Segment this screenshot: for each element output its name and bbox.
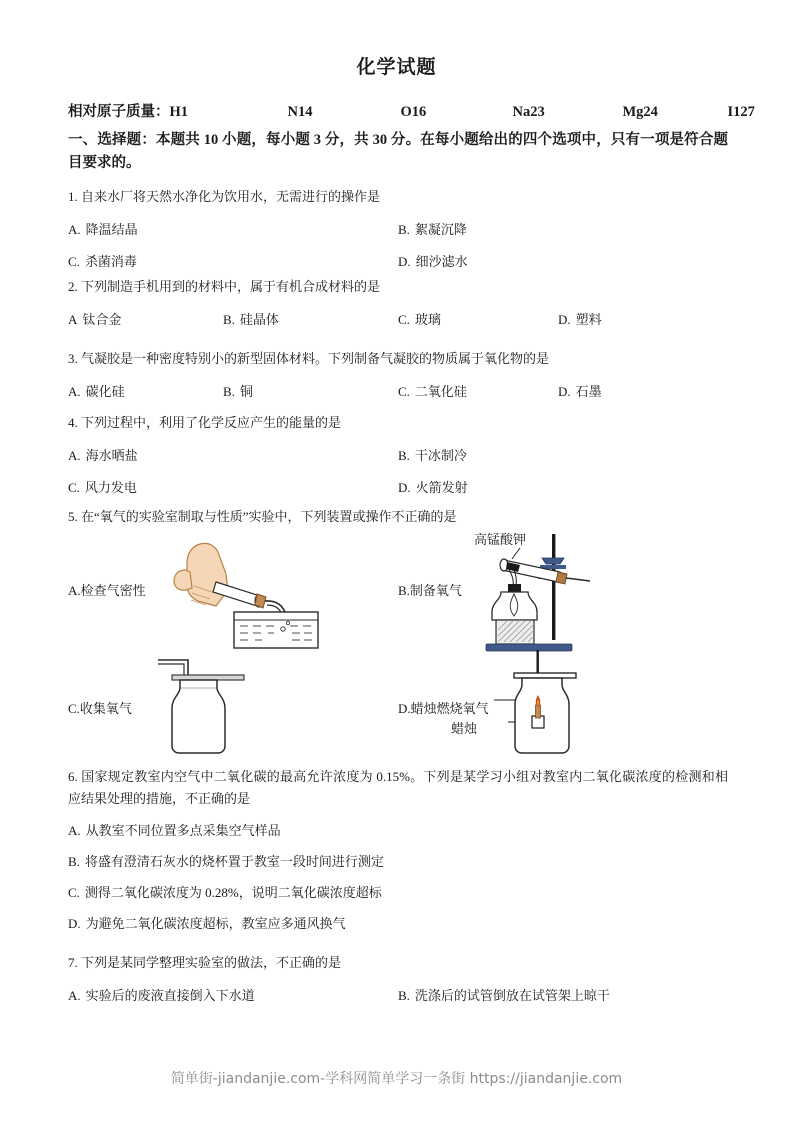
option-text: 二氧化硅 (414, 384, 467, 399)
option-mark: A. (68, 988, 81, 1003)
question-1 (68, 186, 728, 273)
question-6-option-row-4 (68, 913, 728, 935)
question-2-option-a[interactable] (68, 309, 121, 331)
question-6-option-b[interactable] (68, 851, 384, 873)
question-5-option-b-label[interactable] (398, 580, 462, 599)
option-mark: D. (68, 916, 81, 931)
option-text: 硅晶体 (239, 312, 279, 327)
question-4-option-row-2 (68, 477, 728, 499)
question-3-option-d[interactable] (558, 381, 602, 403)
question-6-option-a[interactable] (68, 820, 281, 842)
question-7 (68, 952, 728, 1007)
question-4-option-a[interactable] (68, 445, 138, 467)
figure-collect-oxygen (146, 650, 286, 760)
option-mark: C. (398, 312, 410, 327)
question-7-stem: 7. 下列是某同学整理实验室的做法，不正确的是 (68, 955, 342, 970)
question-5-option-d-label[interactable] (398, 698, 489, 717)
question-6-option-row-3 (68, 882, 728, 904)
figure-candle-in-oxygen (492, 648, 612, 760)
option-text: 干冰制冷 (414, 448, 467, 463)
question-6-option-c[interactable] (68, 882, 382, 904)
option-mark: A. (68, 384, 81, 399)
question-6-option-row-1 (68, 820, 728, 842)
option-text: 风力发电 (84, 480, 137, 495)
option-mark: D. (398, 254, 411, 269)
option-text: 絮凝沉降 (414, 222, 467, 237)
question-1-option-c[interactable] (68, 251, 137, 273)
page-title: 化学试题 (356, 57, 437, 78)
option-text: 碳化硅 (85, 384, 125, 399)
atomic-mass-o: O16 (400, 104, 427, 120)
option-text: 细沙滤水 (415, 254, 468, 269)
option-mark: B. (398, 222, 410, 237)
figure-check-airtightness (156, 530, 326, 650)
question-6 (68, 766, 728, 935)
question-4-option-row-1 (68, 445, 728, 467)
atomic-mass-line (68, 100, 755, 121)
option-text: 石墨 (575, 384, 602, 399)
atomic-mass-h: H1 (169, 104, 189, 120)
option-mark: A. (68, 222, 81, 237)
footer-watermark: 简单街-jiandanjie.com-学科网简单学习一条街 https://jiandanjie.com (170, 1071, 623, 1087)
question-2-option-c[interactable] (398, 309, 441, 331)
option-mark: C. (398, 384, 410, 399)
question-1-option-row-2 (68, 251, 728, 273)
question-3 (68, 348, 728, 403)
question-5-option-a-label[interactable] (68, 580, 146, 599)
option-mark: A. (68, 823, 81, 838)
option-mark: A (68, 312, 78, 327)
option-text: 收集氧气 (79, 701, 132, 716)
option-text: 从教室不同位置多点采集空气样品 (85, 823, 281, 838)
reagent-label-text: 高锰酸钾 (474, 532, 527, 547)
option-text: 为避免二氧化碳浓度超标，教室应多通风换气 (85, 916, 346, 931)
option-text: 测得二氧化碳浓度为 0.28%，说明二氧化碳浓度超标 (84, 885, 382, 900)
question-2-stem: 2. 下列制造手机用到的材料中，属于有机合成材料的是 (68, 279, 381, 294)
question-5-figures (68, 530, 728, 765)
option-mark: D. (398, 701, 411, 716)
question-1-stem: 1. 自来水厂将天然水净化为饮用水，无需进行的操作是 (68, 189, 381, 204)
question-3-option-b[interactable] (223, 381, 253, 403)
option-text: 火箭发射 (415, 480, 468, 495)
question-2-option-b[interactable] (223, 309, 279, 331)
question-3-option-a[interactable] (68, 381, 125, 403)
question-5-stem: 5. 在“氧气的实验室制取与性质”实验中，下列装置或操作不正确的是 (68, 509, 457, 524)
question-7-option-row (68, 985, 728, 1007)
question-2-option-row (68, 309, 728, 331)
option-mark: A. (68, 583, 81, 598)
atomic-mass-label: 相对原子质量： (68, 104, 170, 120)
option-text: 降温结晶 (85, 222, 138, 237)
option-mark: D. (398, 480, 411, 495)
figure-prepare-oxygen (468, 528, 598, 653)
question-2 (68, 276, 728, 331)
atomic-mass-mg: Mg24 (622, 104, 658, 120)
option-mark: B. (223, 312, 235, 327)
option-text: 洗涤后的试管倒放在试管架上晾干 (414, 988, 610, 1003)
option-text: 检查气密性 (80, 583, 146, 598)
question-1-option-row-1 (68, 219, 728, 241)
question-4-option-d[interactable] (398, 477, 468, 499)
option-mark: C. (68, 480, 80, 495)
question-5-option-c-label[interactable] (68, 698, 132, 717)
option-mark: D. (558, 312, 571, 327)
question-1-option-b[interactable] (398, 219, 467, 241)
option-text: 将盛有澄清石灰水的烧杯置于教室一段时间进行测定 (84, 854, 384, 869)
question-4-option-c[interactable] (68, 477, 137, 499)
question-3-stem: 3. 气凝胶是一种密度特别小的新型固体材料。下列制备气凝胶的物质属于氧化物的是 (68, 351, 550, 366)
option-mark: A. (68, 448, 81, 463)
option-mark: B. (398, 583, 410, 598)
question-6-option-row-2 (68, 851, 728, 873)
question-6-stem: 6. 国家规定教室内空气中二氧化碳的最高允许浓度为 0.15%。下列是某学习小组对教室内二氧化碳浓度的检测和相应结果处理的措施，不正确的是 (68, 769, 728, 806)
option-text: 玻璃 (414, 312, 441, 327)
option-text: 实验后的废液直接倒入下水道 (85, 988, 255, 1003)
atomic-mass-i: I127 (727, 104, 755, 120)
option-mark: B. (68, 854, 80, 869)
question-5-candle-annotation: 蜡烛 (451, 721, 478, 736)
atomic-mass-n: N14 (287, 104, 313, 120)
section-intro: 一、选择题：本题共 10 小题，每小题 3 分，共 30 分。在每小题给出的四个选项中，只有一项是符合题目要求的。 (68, 132, 728, 171)
option-mark: B. (223, 384, 235, 399)
option-text: 铜 (239, 384, 253, 399)
question-5 (68, 506, 728, 528)
option-text: 蜡烛燃烧氧气 (410, 701, 489, 716)
question-6-option-d[interactable] (68, 913, 346, 935)
option-mark: C. (68, 254, 80, 269)
option-mark: C. (68, 885, 80, 900)
option-mark: B. (398, 448, 410, 463)
question-1-option-d[interactable] (398, 251, 468, 273)
option-text: 钛合金 (82, 312, 122, 327)
option-text: 杀菌消毒 (84, 254, 137, 269)
question-3-option-c[interactable] (398, 381, 467, 403)
option-text: 制备氧气 (409, 583, 462, 598)
question-4 (68, 412, 728, 499)
question-3-option-row (68, 381, 728, 403)
question-4-option-b[interactable] (398, 445, 467, 467)
question-2-option-d[interactable] (558, 309, 602, 331)
question-4-stem: 4. 下列过程中，利用了化学反应产生的能量的是 (68, 415, 342, 430)
option-text: 海水晒盐 (85, 448, 138, 463)
option-mark: D. (558, 384, 571, 399)
question-7-option-b[interactable] (398, 985, 610, 1007)
question-1-option-a[interactable] (68, 219, 138, 241)
option-mark: C. (68, 701, 80, 716)
option-mark: B. (398, 988, 410, 1003)
atomic-mass-na: Na23 (512, 104, 545, 120)
question-7-option-a[interactable] (68, 985, 255, 1007)
option-text: 塑料 (575, 312, 602, 327)
